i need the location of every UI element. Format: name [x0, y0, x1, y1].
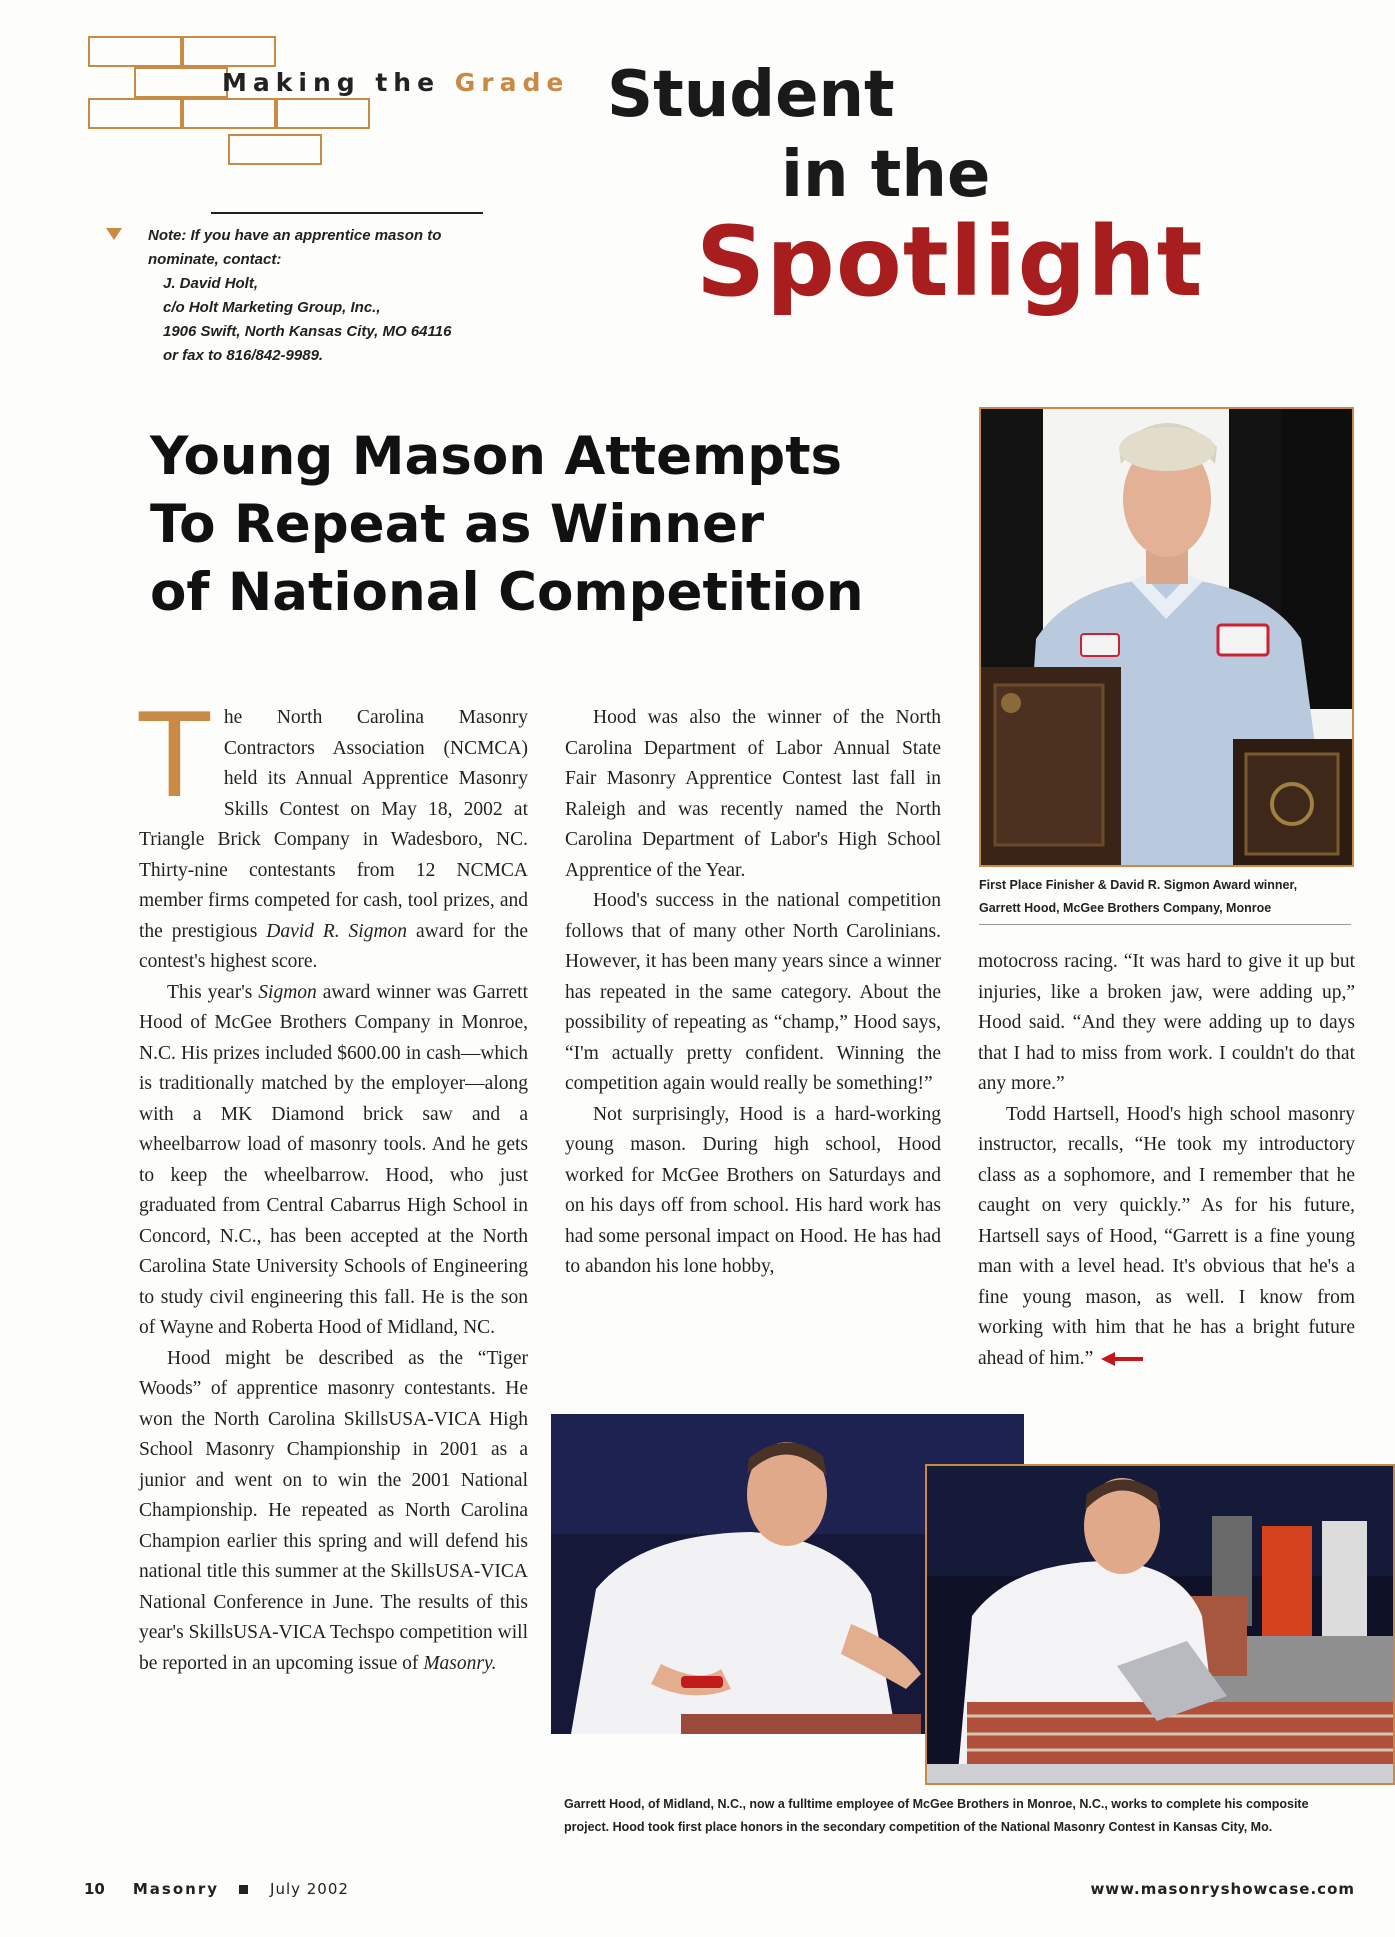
text-run: This year's — [167, 981, 259, 1003]
italic-run: David R. Sigmon — [266, 920, 408, 942]
note-line: or fax to 816/842-9989. — [163, 347, 324, 364]
action-photo-right — [925, 1464, 1395, 1785]
caption-line: Garrett Hood, of Midland, N.C., now a fulltime employee of McGee Brothers in Monroe, N.C., works to complete his composite — [564, 1797, 1309, 1811]
paragraph — [139, 689, 528, 978]
text-run: Hood might be described as the “Tiger Woods” of apprentice masonry contestants. He won the North Carolina SkillsUSA-VICA High School Masonry Championship in 2001 as a junior and went on to win the 2001 National Championship. He repeated as North Carolina Champion earlier this spring and will defend his national title this summer at the SkillsUSA-VICA National Conference in June. The results of this year's SkillsUSA-VICA Techspo competition will be reported in an upcoming issue of — [139, 1347, 528, 1674]
paragraph: Hood was also the winner of the North Carolina Department of Labor Annual State Fair Masonry Apprentice Contest last fall in Raleigh and was recently named the North Carolina Department of Labor's High School Apprentice of the Year. — [565, 707, 941, 881]
caption-rule — [979, 924, 1351, 925]
headline-line: Young Mason Attempts — [150, 426, 843, 487]
note-line: J. David Holt, — [163, 275, 259, 292]
caption-line: First Place Finisher & David R. Sigmon Award winner, — [979, 878, 1298, 892]
kicker-prefix: Making the — [222, 68, 455, 97]
article-column-1 — [139, 689, 529, 1679]
portrait-image — [981, 409, 1352, 865]
headline-line: To Repeat as Winner — [150, 494, 765, 555]
portrait-photo — [979, 407, 1354, 867]
text-run: award for the contest's highest score. — [139, 920, 528, 972]
section-kicker — [222, 68, 569, 97]
portrait-caption — [979, 874, 1359, 920]
note-triangle-icon — [106, 228, 122, 240]
magazine-name: Masonry — [132, 1880, 220, 1898]
caption-line: project. Hood took first place honors in the secondary competition of the National Masonry Contest in Kansas City, Mo. — [564, 1820, 1273, 1834]
square-bullet-icon — [239, 1885, 248, 1894]
title-student: Student — [607, 58, 895, 132]
note-rule — [211, 212, 483, 214]
headline-line: of National Competition — [150, 562, 864, 623]
kicker-accent: Grade — [454, 68, 570, 97]
text-run: he North Carolina Masonry Contractors Association (NCMCA) held its Annual Apprentice Masonry Skills Contest on May 18, 2002 at Triangle Brick Company in Wadesboro, NC. Thirty-nine contestants from 12 NCMCA member firms competed for cash, tool prizes, and the prestigious — [139, 707, 528, 942]
paragraph — [139, 978, 528, 1344]
action-image-right — [927, 1466, 1393, 1783]
end-of-story-arrow-icon — [1101, 1352, 1143, 1366]
paragraph: Not surprisingly, Hood is a hard-working young mason. During high school, Hood worked for McGee Brothers on Saturdays and on his days off from school. His hard work has had some personal impact on Hood. He has had to abandon his lone hobby, — [565, 1103, 941, 1277]
article-column-3 — [978, 947, 1355, 1374]
title-in-the: in the — [781, 138, 991, 212]
italic-run: Masonry. — [423, 1652, 497, 1674]
note-line: c/o Holt Marketing Group, Inc., — [163, 299, 381, 316]
drop-cap: T — [139, 689, 210, 824]
paragraph — [139, 1344, 528, 1680]
note-line: nominate, contact: — [148, 251, 282, 268]
italic-run: Sigmon — [258, 981, 317, 1003]
paragraph: Hood's success in the national competition follows that of many other North Carolinians. However, it has been many years since a winner has repeated in the same category. About the possibility of repeating as “champ,” Hood says, “I'm actually pretty confident. Winning the competition again would really be something!” — [565, 890, 941, 1094]
paragraph — [978, 1100, 1355, 1375]
article-column-2 — [565, 703, 941, 1283]
action-caption — [564, 1793, 1364, 1839]
note-line: 1906 Swift, North Kansas City, MO 64116 — [163, 323, 452, 340]
issue-date: July 2002 — [270, 1880, 349, 1898]
text-run: Todd Hartsell, Hood's high school masonry instructor, recalls, “He took my introductory class as a sophomore, and I remember that he caught on very quickly.” As for his future, Hartsell says of Hood, “Garrett is a fine young man with a level head. It's obvious that he's a fine young mason, as well. I know from working with him that he has a bright future ahead of him.” — [978, 1103, 1355, 1369]
page-number: 10 — [84, 1880, 105, 1898]
nomination-note — [148, 224, 568, 368]
title-spotlight: Spotlight — [696, 206, 1204, 318]
caption-line: Garrett Hood, McGee Brothers Company, Monroe — [979, 901, 1272, 915]
text-run: award winner was Garrett Hood of McGee Brothers Company in Monroe, N.C. His prizes included $600.00 in cash—which is traditionally matched by the employer—along with a MK Diamond brick saw and a wheelbarrow load of masonry tools. And he gets to keep the wheelbarrow. Hood, who just graduated from Central Cabarrus High School in Concord, N.C., has been accepted at the North Carolina State University Schools of Engineering to study civil engineering this fall. He is the son of Wayne and Roberta Hood of Midland, NC. — [139, 981, 529, 1338]
article-headline — [150, 423, 970, 627]
page-footer-left — [84, 1880, 349, 1898]
website-url[interactable]: www.masonryshowcase.com — [1090, 1880, 1355, 1898]
paragraph: motocross racing. “It was hard to give it up but injuries, like a broken jaw, were adding up,” Hood said. “And they were adding up to days that I had to miss from work. I couldn't do that any more.” — [978, 951, 1355, 1094]
note-line: Note: If you have an apprentice mason to — [148, 227, 442, 244]
